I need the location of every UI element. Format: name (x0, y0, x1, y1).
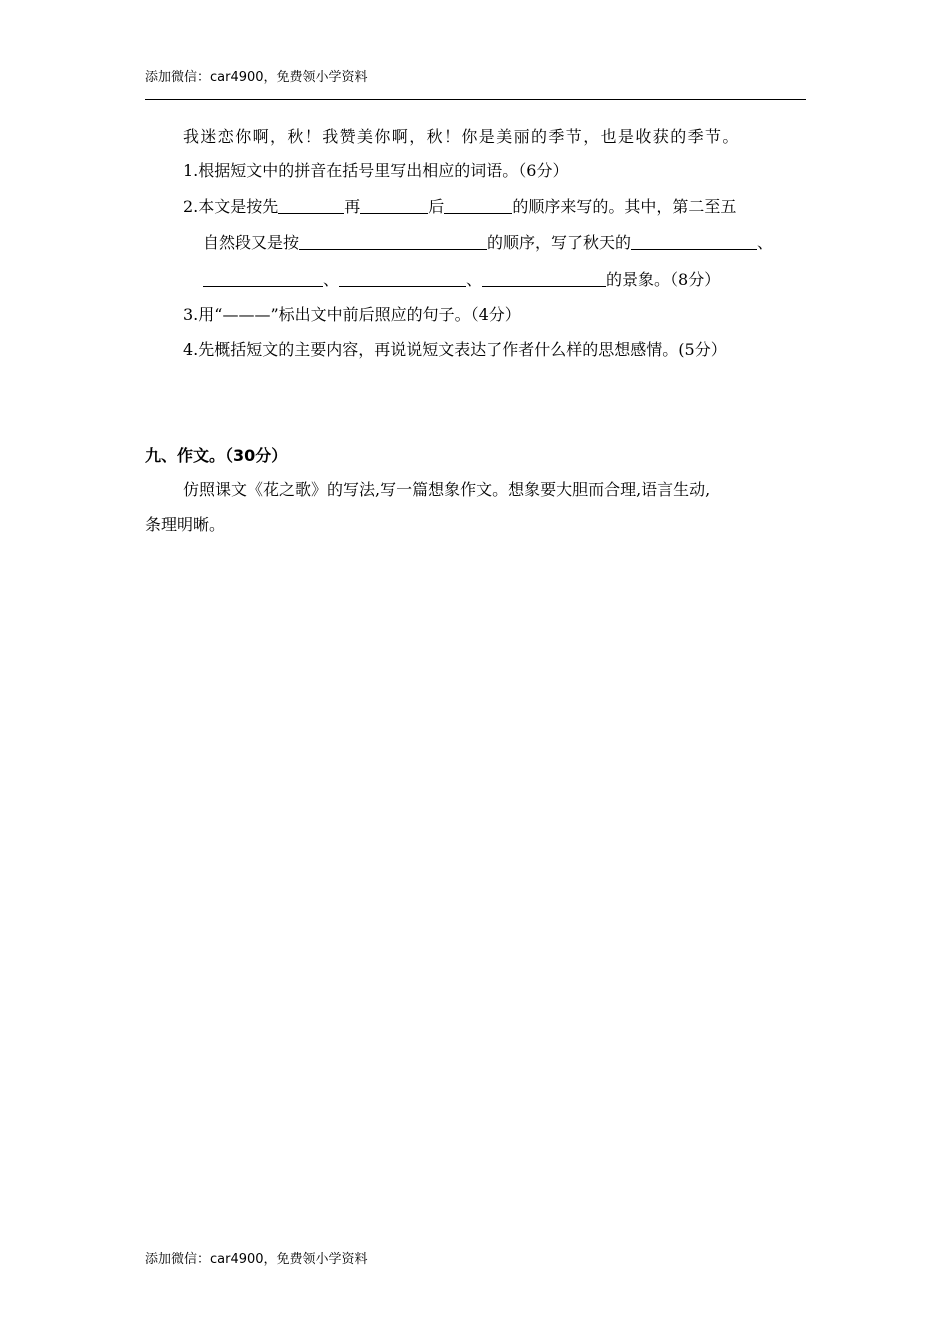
q2-suffix: 的顺序来写的。其中，第二至五 (512, 197, 737, 216)
q2-word-zai: 再 (344, 197, 361, 216)
answer-blank[interactable] (278, 197, 344, 214)
section-9-instruction-line-1: 仿照课文《花之歌》的写法,写一篇想象作文。想象要大胆而合理,语言生动, (183, 480, 711, 499)
page-footer: 添加微信：car4900，免费领小学资料 (145, 1252, 368, 1267)
question-1: 1.根据短文中的拼音在括号里写出相应的词语。（6分） (183, 161, 569, 180)
q2-line2-middle: 的顺序，写了秋天的 (487, 233, 632, 252)
answer-blank[interactable] (299, 233, 487, 250)
question-4: 4.先概括短文的主要内容，再说说短文表达了作者什么样的思想感情。(5分） (183, 340, 727, 359)
q2-line2-start: 自然段又是按 (203, 233, 300, 252)
answer-blank[interactable] (482, 270, 606, 287)
q2-end: 的景象。（8分） (606, 270, 721, 289)
q2-prefix: 2.本文是按先 (183, 197, 279, 216)
question-3: 3.用“———”标出文中前后照应的句子。（4分） (183, 305, 521, 324)
section-9-title: 九、作文。（30分） (145, 446, 288, 465)
answer-blank[interactable] (339, 270, 466, 287)
passage-last-line: 我迷恋你啊，秋！我赞美你啊，秋！你是美丽的季节，也是收获的季节。 (183, 127, 740, 146)
q2-word-hou: 后 (428, 197, 445, 216)
page-header: 添加微信：car4900，免费领小学资料 (145, 70, 368, 85)
q2-separator: 、 (757, 233, 774, 252)
question-2-line-1 (183, 197, 736, 217)
answer-blank[interactable] (203, 270, 323, 287)
question-2-line-3 (203, 270, 720, 290)
answer-blank[interactable] (360, 197, 428, 214)
section-9-instruction-line-2: 条理明晰。 (145, 515, 226, 534)
header-rule (145, 99, 806, 100)
answer-blank[interactable] (631, 233, 757, 250)
answer-blank[interactable] (444, 197, 512, 214)
q2-separator: 、 (466, 270, 483, 289)
q2-separator: 、 (323, 270, 340, 289)
question-2-line-2 (203, 233, 773, 253)
